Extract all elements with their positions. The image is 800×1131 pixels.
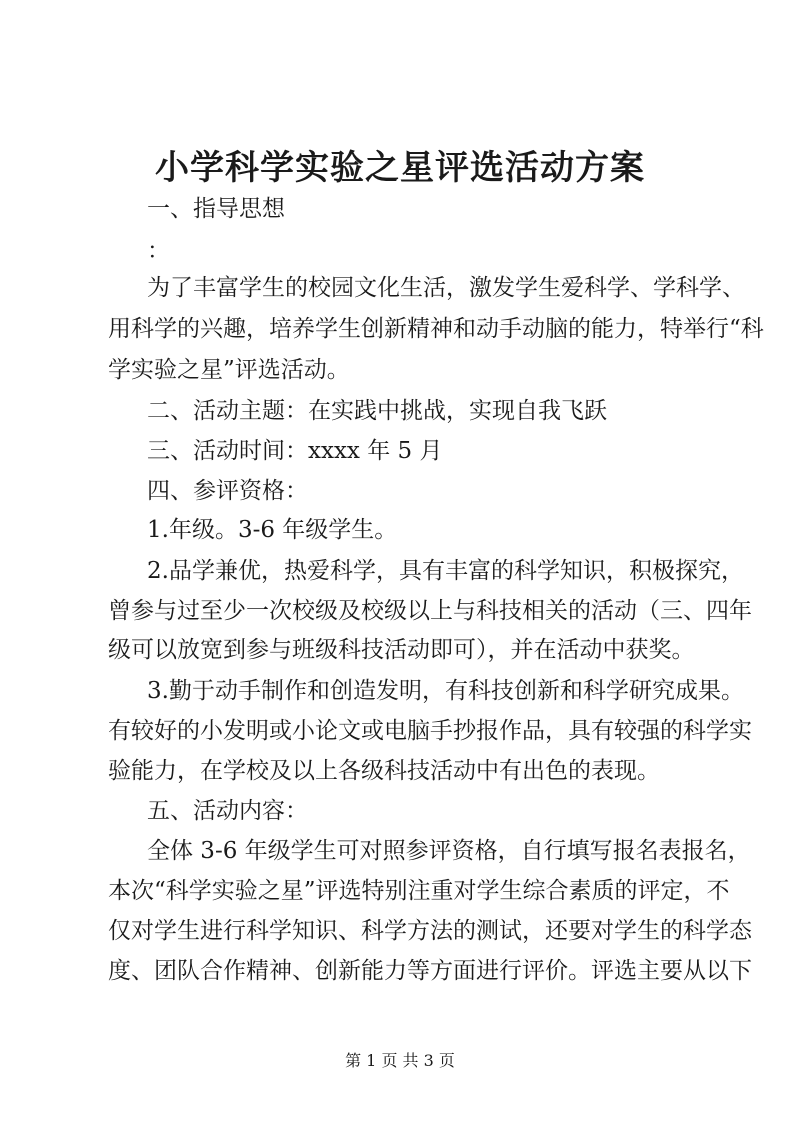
colon-line: ： bbox=[147, 238, 170, 264]
paragraph-line: 为了丰富学生的校园文化生活，激发学生爱科学、学科学、 bbox=[147, 275, 745, 301]
heading-activity-time: 三、活动时间：xxxx 年 5 月 bbox=[147, 438, 443, 464]
document-title: 小学科学实验之星评选活动方案 bbox=[155, 148, 645, 188]
paragraph-line: 仅对学生进行科学知识、科学方法的测试，还要对学生的科学态 bbox=[108, 918, 752, 944]
paragraph-line: 学实验之星”评选活动。 bbox=[108, 357, 350, 383]
paragraph-line: 有较好的小发明或小论文或电脑手抄报作品，具有较强的科学实 bbox=[108, 718, 752, 744]
paragraph-line: 本次“科学实验之星”评选特别注重对学生综合素质的评定，不 bbox=[108, 878, 730, 904]
page-number-footer: 第 1 页 共 3 页 bbox=[345, 1051, 455, 1070]
paragraph-line: 用科学的兴趣，培养学生创新精神和动手动脑的能力，特举行“科 bbox=[108, 316, 764, 342]
heading-eligibility: 四、参评资格： bbox=[147, 478, 308, 504]
paragraph-line: 验能力，在学校及以上各级科技活动中有出色的表现。 bbox=[108, 758, 660, 784]
list-item-grade: 1.年级。3-6 年级学生。 bbox=[147, 517, 398, 543]
paragraph-line: 曾参与过至少一次校级及校级以上与科技相关的活动（三、四年 bbox=[108, 598, 752, 624]
paragraph-line: 2.品学兼优，热爱科学，具有丰富的科学知识，积极探究， bbox=[147, 558, 744, 584]
paragraph-line: 度、团队合作精神、创新能力等方面进行评价。评选主要从以下 bbox=[108, 958, 752, 984]
heading-activity-content: 五、活动内容： bbox=[147, 798, 308, 824]
paragraph-line: 级可以放宽到参与班级科技活动即可），并在活动中获奖。 bbox=[108, 637, 695, 663]
heading-guiding-thought: 一、指导思想 bbox=[147, 196, 285, 222]
paragraph-line: 3.勤于动手制作和创造发明，有科技创新和科学研究成果。 bbox=[147, 678, 744, 704]
heading-activity-theme: 二、活动主题：在实践中挑战，实现自我飞跃 bbox=[147, 398, 607, 424]
paragraph-line: 全体 3-6 年级学生可对照参评资格，自行填写报名表报名， bbox=[147, 838, 751, 864]
